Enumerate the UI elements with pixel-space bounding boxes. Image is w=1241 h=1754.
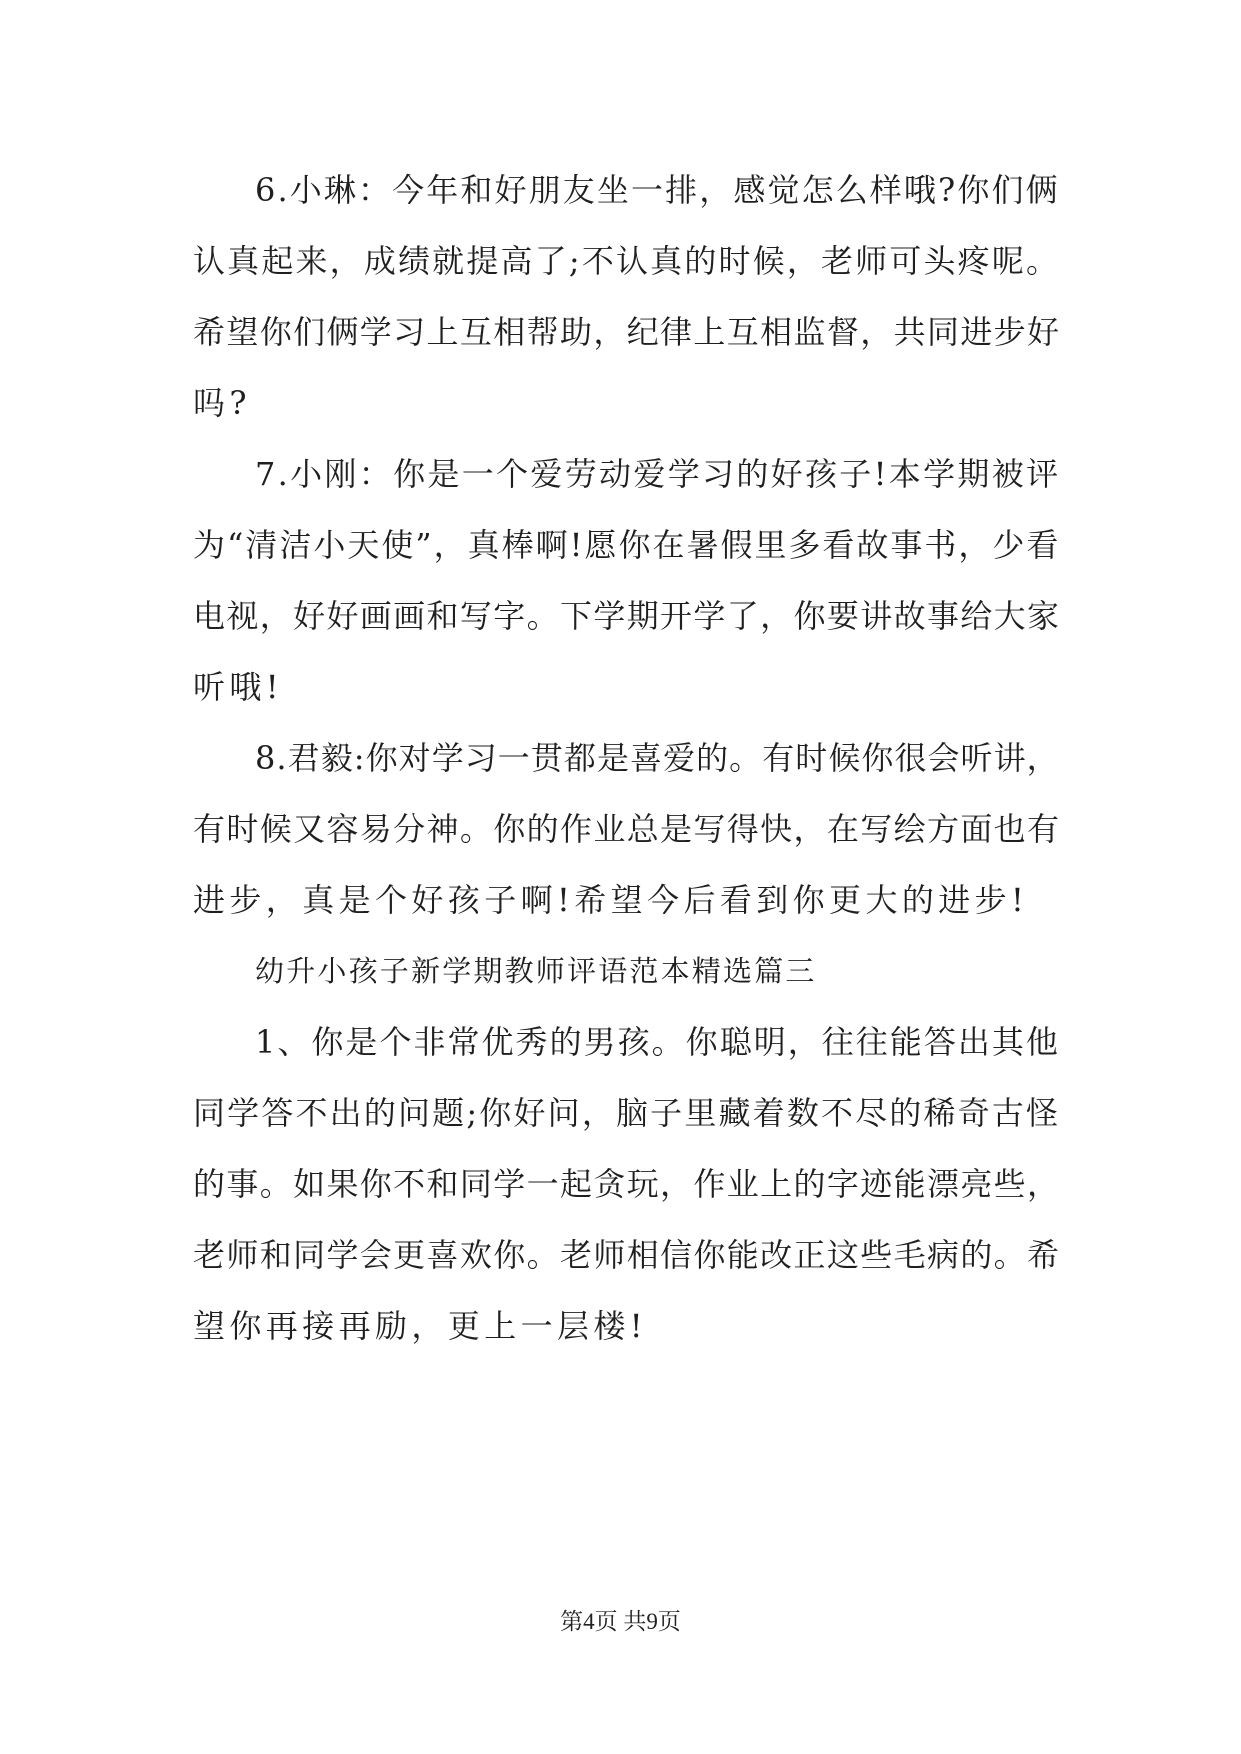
paragraph-6-line-4: 吗? [193, 384, 251, 422]
paragraph-6-line-2: 认真起来，成绩就提高了;不认真的时候，老师可头疼呢。 [193, 242, 1061, 280]
page-number-footer: 第4页 共9页 [560, 1609, 681, 1634]
paragraph-6-line-3: 希望你们俩学习上互相帮助，纪律上互相监督，共同进步好 [193, 313, 1061, 351]
paragraph-1-line-4: 老师和同学会更喜欢你。老师相信你能改正这些毛病的。希 [193, 1236, 1061, 1274]
paragraph-8-line-2: 有时候又容易分神。你的作业总是写得快，在写绘方面也有 [193, 810, 1061, 848]
paragraph-8-line-3: 进步，真是个好孩子啊!希望今后看到你更大的进步! [193, 881, 1029, 919]
paragraph-7-line-3: 电视，好好画画和写字。下学期开学了，你要讲故事给大家 [193, 597, 1061, 635]
paragraph-8-line-1: 8.君毅:你对学习一贯都是喜爱的。有时候你很会听讲， [255, 739, 1060, 777]
paragraph-1-line-2: 同学答不出的问题;你好问，脑子里藏着数不尽的稀奇古怪 [193, 1094, 1061, 1132]
paragraph-1-line-1: 1、你是个非常优秀的男孩。你聪明，往往能答出其他 [255, 1023, 1060, 1061]
paragraph-6-line-1: 6.小琳：今年和好朋友坐一排，感觉怎么样哦?你们俩 [255, 171, 1060, 209]
paragraph-7-line-1: 7.小刚：你是一个爱劳动爱学习的好孩子!本学期被评 [255, 455, 1061, 493]
paragraph-7-line-2: 为“清洁小天使”，真棒啊!愿你在暑假里多看故事书，少看 [193, 526, 1061, 564]
paragraph-1-line-3: 的事。如果你不和同学一起贪玩，作业上的字迹能漂亮些， [193, 1165, 1061, 1203]
paragraph-1-line-5: 望你再接再励，更上一层楼! [193, 1307, 648, 1345]
paragraph-7-line-4: 听哦! [193, 668, 284, 706]
section-title: 幼升小孩子新学期教师评语范本精选篇三 [255, 954, 817, 988]
